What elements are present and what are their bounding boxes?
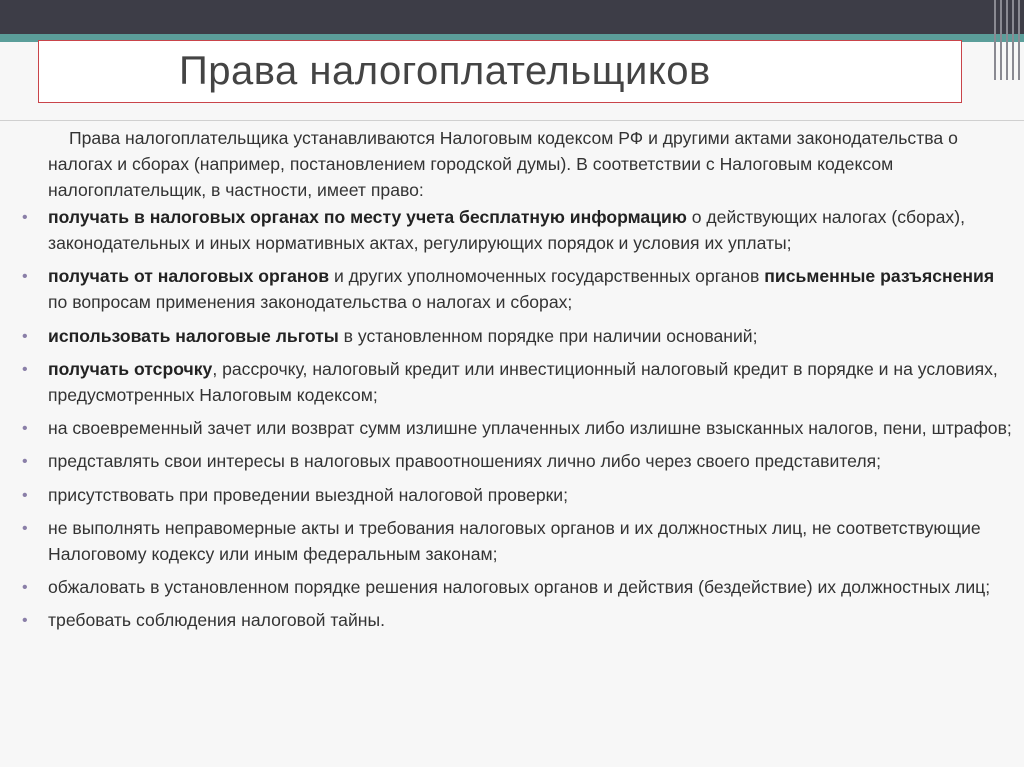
list-item xyxy=(20,516,1014,568)
list-item xyxy=(20,575,1014,601)
item-text: о действующих налогах (сборах), законодательных и иных нормативных актах, регулирующих порядок и условия их уплаты; xyxy=(48,207,965,254)
list-item xyxy=(20,416,1014,442)
decorative-stripes xyxy=(990,0,1024,80)
item-text: обжаловать в установленном порядке решения налоговых органов и действия (бездействие) их должностных лиц; xyxy=(48,576,991,597)
emphasis-text: получать в налоговых органах по месту учета бесплатную информацию xyxy=(48,207,687,228)
intro-paragraph: Права налогоплательщика устанавливаются Налоговым кодексом РФ и другими актами законодательства о налогах и сборах (например, постановлением городской думы). В соответствии с Налоговым кодексом налогоплательщик, в частности, имеет право: xyxy=(48,128,958,200)
list-item xyxy=(20,608,1014,634)
top-bar xyxy=(0,0,1024,34)
rights-list xyxy=(20,205,1014,634)
bullet-icon: • xyxy=(22,453,28,471)
slide-content xyxy=(20,126,1014,642)
emphasis-text: получать от налоговых органов xyxy=(48,266,330,287)
list-item xyxy=(20,264,1014,316)
emphasis-text: использовать налоговые льготы xyxy=(48,325,339,346)
bullet-icon: • xyxy=(22,419,28,437)
emphasis-text: получать отсрочку xyxy=(48,358,213,379)
item-text: присутствовать при проведении выездной налоговой проверки; xyxy=(48,484,569,505)
bullet-icon: • xyxy=(22,209,28,227)
item-text: представлять свои интересы в налоговых правоотношениях лично либо через своего представителя; xyxy=(48,451,882,472)
item-text: по вопросам применения законодательства о налогах и сборах; xyxy=(48,292,573,313)
bullet-icon: • xyxy=(22,519,28,537)
list-item xyxy=(20,449,1014,475)
bullet-icon: • xyxy=(22,268,28,286)
divider xyxy=(0,120,1024,121)
list-item xyxy=(20,205,1014,257)
title-box xyxy=(38,40,962,103)
bullet-icon: • xyxy=(22,327,28,345)
emphasis-text: письменные разъяснения xyxy=(764,266,995,287)
item-text: не выполнять неправомерные акты и требования налоговых органов и их должностных лиц, не соответствующие Налоговому кодексу или иным федеральным законам; xyxy=(48,517,981,564)
item-text: в установленном порядке при наличии оснований; xyxy=(338,325,758,346)
list-item xyxy=(20,324,1014,350)
list-item xyxy=(20,483,1014,509)
bullet-icon: • xyxy=(22,486,28,504)
item-text: требовать соблюдения налоговой тайны. xyxy=(48,610,386,631)
slide-title: Права налогоплательщиков xyxy=(179,49,711,93)
item-text: на своевременный зачет или возврат сумм излишне уплаченных либо излишне взысканных налогов, пени, штрафов; xyxy=(48,417,1012,438)
item-text: и других уполномоченных государственных органов xyxy=(329,266,765,287)
item-text: , рассрочку, налоговый кредит или инвестиционный налоговый кредит в порядке и на условиях, предусмотренных Налоговым кодексом; xyxy=(48,358,998,405)
bullet-icon: • xyxy=(22,360,28,378)
bullet-icon: • xyxy=(22,612,28,630)
list-item xyxy=(20,357,1014,409)
bullet-icon: • xyxy=(22,578,28,596)
